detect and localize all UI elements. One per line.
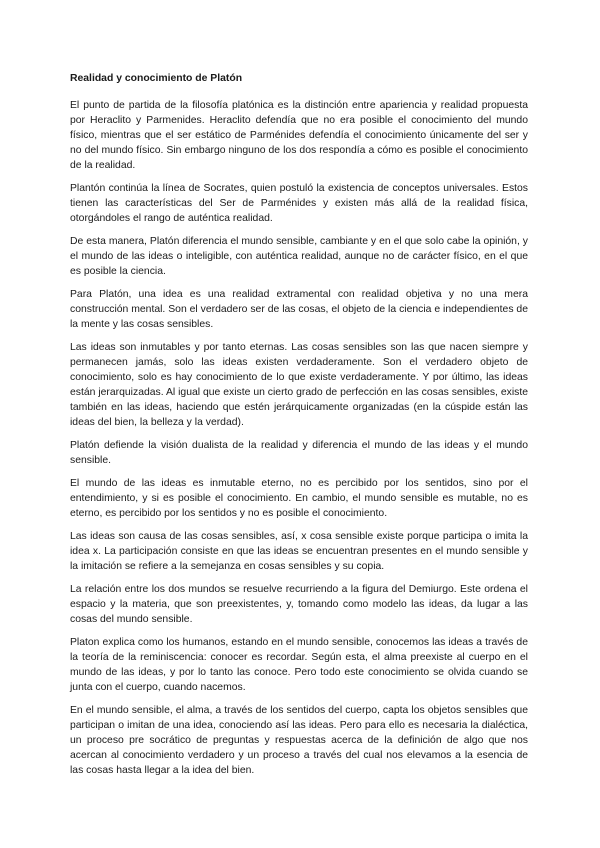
document-title: Realidad y conocimiento de Platón xyxy=(70,73,243,84)
paragraph-caracteristicas-ideas: Las ideas son inmutables y por tanto eternas. Las cosas sensibles son las que nacen siempre y permanecen jamás, solo las ideas existen verdaderamente. Son el verdadero objeto de conocimiento, solo es hay conocimiento de lo que existe verdaderamente. Y por último, las ideas están jerarquizadas. Al igual que existe un cierto grado de perfección en las cosas sensibles, existe también en las ideas, haciendo que estén jerárquicamente organizadas (en la cúspide están las ideas del bien, la belleza y la verdad). xyxy=(70,342,528,428)
paragraph-idea-definicion: Para Platón, una idea es una realidad extramental con realidad objetiva y no una mera construcción mental. Son el verdadero ser de las cosas, el objeto de la ciencia e independientes de la mente y las cosas sensibles. xyxy=(70,289,528,330)
paragraph-apariencia-realidad: El punto de partida de la filosofía platónica es la distinción entre apariencia y realidad propuesta por Heraclito y Parmenides. Heraclito defendía que no era posible el conocimiento del mundo físico, mientras que el ser estático de Parménides defendía el conocimiento únicamente del ser y no del mundo físico. Sin embargo ninguno de los dos respondía a cómo es posible el conocimiento de la realidad. xyxy=(70,100,528,171)
paragraph-participacion-imitacion: Las ideas son causa de las cosas sensibles, así, x cosa sensible existe porque participa o imita la idea x. La participación consiste en que las ideas se encuentran presentes en el mundo sensible y la imitación se refiere a la semejanza en cosas sensibles y su copia. xyxy=(70,531,528,572)
paragraph-dialectica: En el mundo sensible, el alma, a través de los sentidos del cuerpo, capta los objetos sensibles que participan o imitan de una idea, conociendo así las ideas. Pero para ello es necesaria la dialéctica, un proceso pre socrático de preguntas y respuestas acerca de la definición de algo que nos acercan al conocimiento verdadero y un proceso a través del cual nos elevamos a la esencia de las cosas hasta llegar a la idea del bien. xyxy=(70,705,528,776)
document-page xyxy=(70,71,528,786)
paragraph-demiurgo: La relación entre los dos mundos se resuelve recurriendo a la figura del Demiurgo. Este ordena el espacio y la materia, que son preexistentes, y, tomando como modelo las ideas, da lugar a las cosas del mundo sensible. xyxy=(70,584,528,625)
paragraph-mundo-ideas-vs-sensible: El mundo de las ideas es inmutable eterno, no es percibido por los sentidos, sino por el entendimiento, y si es posible el conocimiento. En cambio, el mundo sensible es mutable, no es eterno, es percibido por los sentidos y no es posible el conocimiento. xyxy=(70,478,528,519)
paragraph-dualismo: Platón defiende la visión dualista de la realidad y diferencia el mundo de las ideas y el mundo sensible. xyxy=(70,440,528,466)
paragraph-reminiscencia: Platon explica como los humanos, estando en el mundo sensible, conocemos las ideas a través de la teoría de la reminiscencia: conocer es recordar. Según esta, el alma preexiste al cuerpo en el mundo de las ideas, y por lo tanto las conoce. Pero todo este conocimiento se olvida cuando se junta con el cuerpo, cuando nacemos. xyxy=(70,637,528,693)
paragraph-dos-mundos: De esta manera, Platón diferencia el mundo sensible, cambiante y en el que solo cabe la opinión, y el mundo de las ideas o inteligible, con auténtica realidad, aunque no de carácter físico, en el que es posible la ciencia. xyxy=(70,236,528,277)
paragraph-socrates: Plantón continúa la línea de Socrates, quien postuló la existencia de conceptos universales. Estos tienen las características del Ser de Parménides y existen más allá de la realidad física, otorgándoles el rango de auténtica realidad. xyxy=(70,183,528,224)
